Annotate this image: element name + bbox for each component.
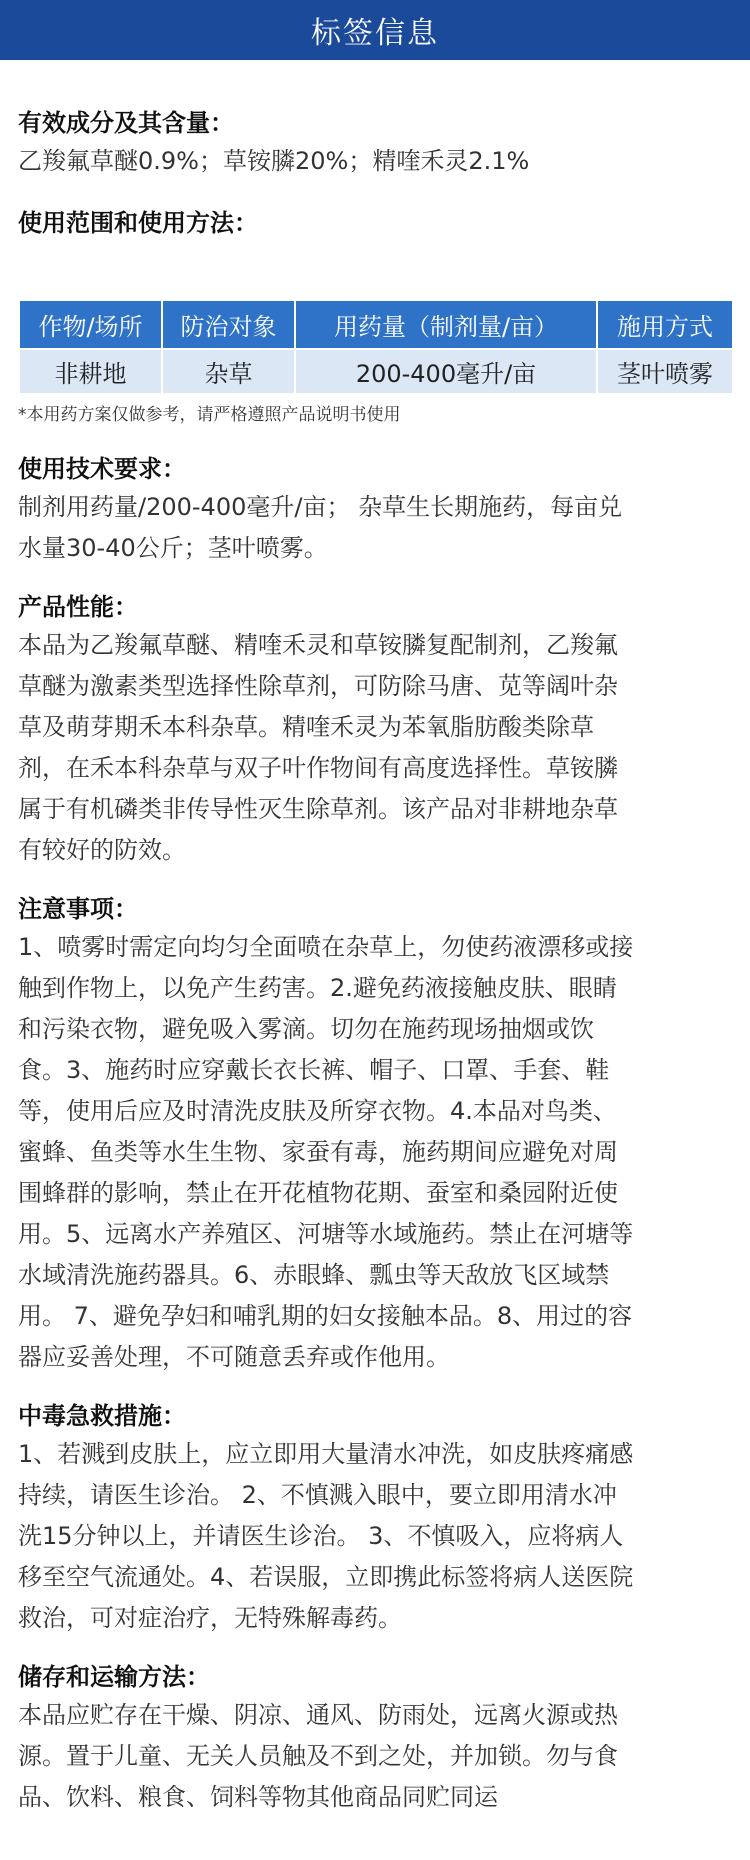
technical-requirements-section xyxy=(18,451,732,569)
table-row xyxy=(19,349,733,394)
precautions-line: 和污染衣物，避免吸入雾滴。切勿在施药现场抽烟或饮 xyxy=(18,1015,594,1043)
dosage-table-wrap xyxy=(18,299,732,431)
precautions-line: 用。5、远离水产养殖区、河塘等水域施药。禁止在河塘等 xyxy=(18,1220,634,1248)
first-aid-line: 救治，可对症治疗，无特殊解毒药。 xyxy=(18,1604,402,1632)
technical-requirements-line: 水量30-40公斤；茎叶喷雾。 xyxy=(18,534,328,562)
product-performance-line: 本品为乙羧氟草醚、精喹禾灵和草铵膦复配制剂，乙羧氟 xyxy=(18,631,618,659)
precautions-line: 触到作物上，以免产生药害。2.避免药液接触皮肤、眼睛 xyxy=(18,974,617,1002)
first-aid-line: 持续，请医生诊治。 2、不慎溅入眼中，要立即用清水冲 xyxy=(18,1481,617,1509)
label-info-header xyxy=(0,0,750,60)
product-performance-line: 草醚为激素类型选择性除草剂，可防除马唐、苋等阔叶杂 xyxy=(18,672,618,700)
cell-crop: 非耕地 xyxy=(19,349,162,394)
storage-transport-line: 品、饮料、粮食、饲料等物其他商品同贮同运 xyxy=(18,1783,498,1811)
dosage-table xyxy=(18,299,734,395)
col-header-dosage: 用药量（制剂量/亩） xyxy=(295,300,597,349)
precautions-line: 1、喷雾时需定向均匀全面喷在杂草上，勿使药液漂移或接 xyxy=(18,933,634,961)
precautions-line: 等，使用后应及时清洗皮肤及所穿衣物。4.本品对鸟类、 xyxy=(18,1097,617,1125)
precautions-line: 器应妥善处理，不可随意丢弃或作他用。 xyxy=(18,1343,450,1371)
col-header-method: 施用方式 xyxy=(597,300,733,349)
precautions-line: 食。3、施药时应穿戴长衣长裤、帽子、口罩、手套、鞋 xyxy=(18,1056,610,1084)
storage-transport-section xyxy=(18,1659,732,1818)
storage-transport-line: 本品应贮存在干燥、阴凉、通风、防雨处，远离火源或热 xyxy=(18,1701,618,1729)
product-performance-section xyxy=(18,589,732,871)
ingredients-text: 乙羧氟草醚0.9%；草铵膦20%；精喹禾灵2.1% xyxy=(18,147,530,175)
usage-section xyxy=(18,205,732,241)
sections-container xyxy=(18,451,732,1818)
first-aid-section xyxy=(18,1398,732,1639)
col-header-target: 防治对象 xyxy=(162,300,295,349)
technical-requirements-line: 制剂用药量/200-400毫升/亩； 杂草生长期施药，每亩兑 xyxy=(18,493,623,521)
storage-transport-line: 源。置于儿童、无关人员触及不到之处，并加锁。勿与食 xyxy=(18,1742,618,1770)
precautions-line: 围蜂群的影响，禁止在开花植物花期、蚕室和桑园附近使 xyxy=(18,1179,618,1207)
product-performance-line: 有较好的防效。 xyxy=(18,836,186,864)
ingredients-section xyxy=(18,105,732,182)
storage-transport-title: 储存和运输方法： xyxy=(18,1663,210,1691)
product-performance-line: 剂，在禾本科杂草与双子叶作物间有高度选择性。草铵膦 xyxy=(18,754,618,782)
precautions-line: 水域清洗施药器具。6、赤眼蜂、瓢虫等天敌放飞区域禁 xyxy=(18,1261,610,1289)
header-title: 标签信息 xyxy=(311,16,439,51)
product-performance-title: 产品性能： xyxy=(18,593,138,621)
col-header-crop: 作物/场所 xyxy=(19,300,162,349)
usage-title: 使用范围和使用方法： xyxy=(18,209,258,237)
usage-note: *本用药方案仅做参考，请严格遵照产品说明书使用 xyxy=(18,405,401,425)
precautions-line: 用。 7、避免孕妇和哺乳期的妇女接触本品。8、用过的容 xyxy=(18,1302,633,1330)
product-performance-line: 草及萌芽期禾本科杂草。精喹禾灵为苯氧脂肪酸类除草 xyxy=(18,713,594,741)
first-aid-line: 移至空气流通处。4、若误服，立即携此标签将病人送医院 xyxy=(18,1563,634,1591)
product-performance-line: 属于有机磷类非传导性灭生除草剂。该产品对非耕地杂草 xyxy=(18,795,618,823)
cell-dosage: 200-400毫升/亩 xyxy=(295,349,597,394)
cell-method: 茎叶喷雾 xyxy=(597,349,733,394)
cell-target: 杂草 xyxy=(162,349,295,394)
precautions-title: 注意事项： xyxy=(18,895,138,923)
first-aid-title: 中毒急救措施： xyxy=(18,1402,186,1430)
first-aid-line: 1、若溅到皮肤上，应立即用大量清水冲洗，如皮肤疼痛感 xyxy=(18,1440,634,1468)
dosage-table-header-row xyxy=(19,300,733,349)
first-aid-line: 洗15分钟以上，并请医生诊治。 3、不慎吸入，应将病人 xyxy=(18,1522,624,1550)
precautions-section xyxy=(18,891,732,1378)
label-content xyxy=(0,105,750,1818)
precautions-line: 蜜蜂、鱼类等水生生物、家蚕有毒，施药期间应避免对周 xyxy=(18,1138,618,1166)
technical-requirements-title: 使用技术要求： xyxy=(18,455,186,483)
ingredients-title: 有效成分及其含量： xyxy=(18,109,234,137)
